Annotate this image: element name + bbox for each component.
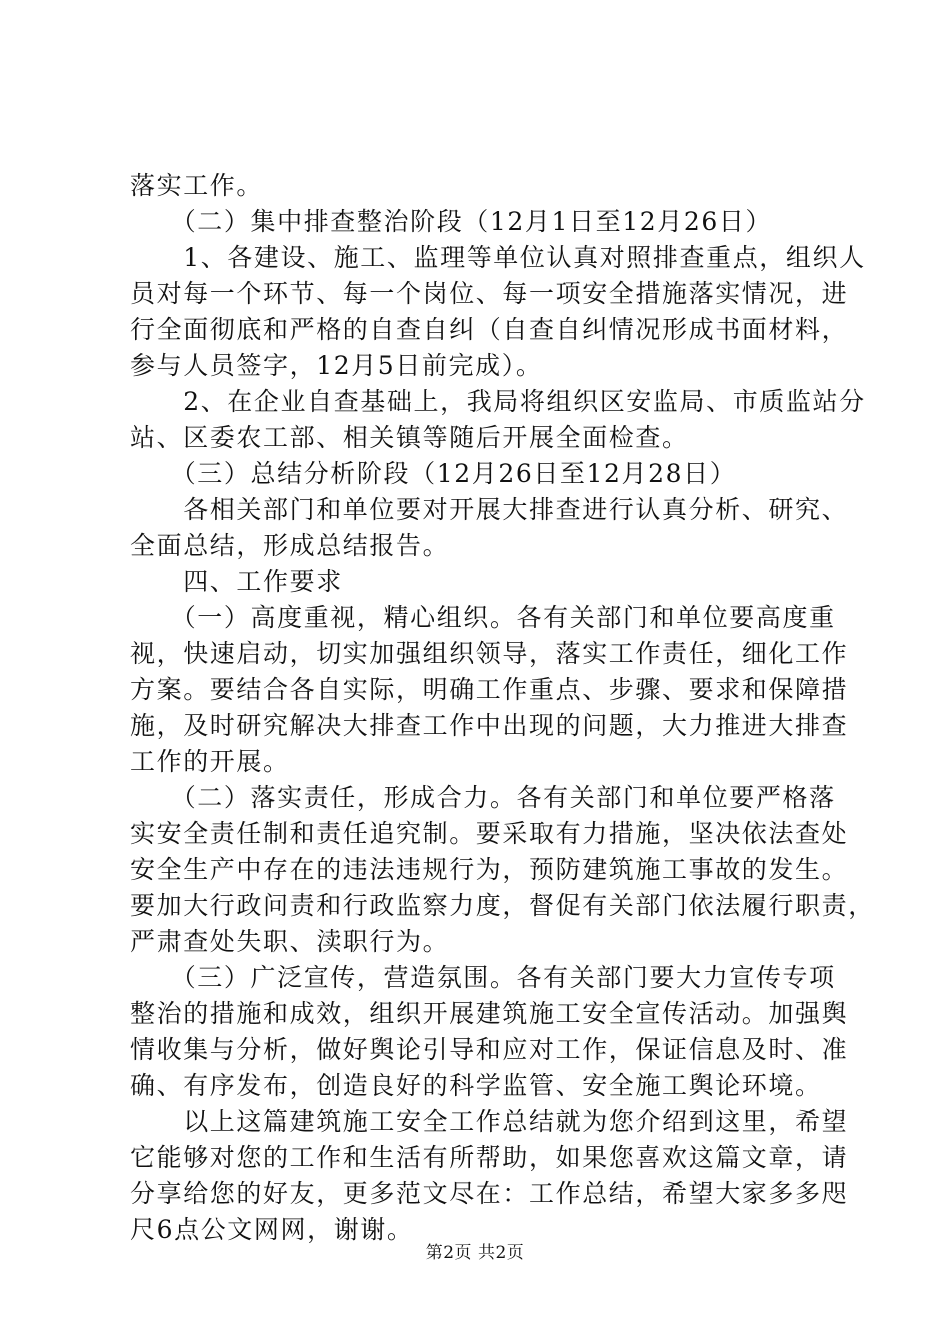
text-line: 各相关部门和单位要对开展大排查进行认真分析、研究、 [130,495,849,524]
text-line: 员对每一个环节、每一个岗位、每一项安全措施落实情况，进 [130,279,849,308]
text-line: 整治的措施和成效，组织开展建筑施工安全宣传活动。加强舆 [130,999,849,1028]
text-line: 视，快速启动，切实加强组织领导，落实工作责任，细化工作 [130,639,849,668]
text-line: 分享给您的好友，更多范文尽在：工作总结，希望大家多多咫 [130,1179,849,1208]
document-body [130,168,875,1248]
text-line: （三）广泛宣传，营造氛围。各有关部门要大力宣传专项 [130,963,836,992]
text-line: 情收集与分析，做好舆论引导和应对工作，保证信息及时、准 [130,1035,849,1064]
section-heading: （三）总结分析阶段（12月26日至12月28日） [130,459,737,488]
text-line: 工作的开展。 [130,747,290,776]
section-heading: （二）集中排查整治阶段（12月1日至12月26日） [130,207,773,236]
page-number-footer: 第2页 共2页 [425,1243,525,1263]
text-line: 实安全责任制和责任追究制。要采取有力措施，坚决依法查处 [130,819,849,848]
text-line: 安全生产中存在的违法违规行为，预防建筑施工事故的发生。 [130,855,849,884]
text-line: 2、在企业自查基础上，我局将组织区安监局、市质监站分 [130,387,866,416]
text-line: （一）高度重视，精心组织。各有关部门和单位要高度重 [130,603,836,632]
text-line: 确、有序发布，创造良好的科学监管、安全施工舆论环境。 [130,1071,822,1100]
text-line: 方案。要结合各自实际，明确工作重点、步骤、要求和保障措 [130,675,849,704]
text-line: 行全面彻底和严格的自查自纠（自查自纠情况形成书面材料， [130,315,849,344]
text-line: 要加大行政问责和行政监察力度，督促有关部门依法履行职责， [130,891,875,920]
text-line: 参与人员签字，12月5日前完成）。 [130,351,543,380]
text-line: （二）落实责任，形成合力。各有关部门和单位要严格落 [130,783,836,812]
text-line: 全面总结，形成总结报告。 [130,531,450,560]
text-line: 站、区委农工部、相关镇等随后开展全面检查。 [130,423,689,452]
text-line: 严肃查处失职、渎职行为。 [130,927,450,956]
text-line: 施，及时研究解决大排查工作中出现的问题，大力推进大排查 [130,711,849,740]
text-line: 尺6点公文网网，谢谢。 [130,1215,414,1244]
text-line: 落实工作。 [130,171,264,200]
text-line: 1、各建设、施工、监理等单位认真对照排查重点，组织人 [130,243,866,272]
text-line: 以上这篇建筑施工安全工作总结就为您介绍到这里，希望 [130,1107,849,1136]
text-line: 它能够对您的工作和生活有所帮助，如果您喜欢这篇文章，请 [130,1143,849,1172]
section-heading: 四、工作要求 [130,567,343,596]
